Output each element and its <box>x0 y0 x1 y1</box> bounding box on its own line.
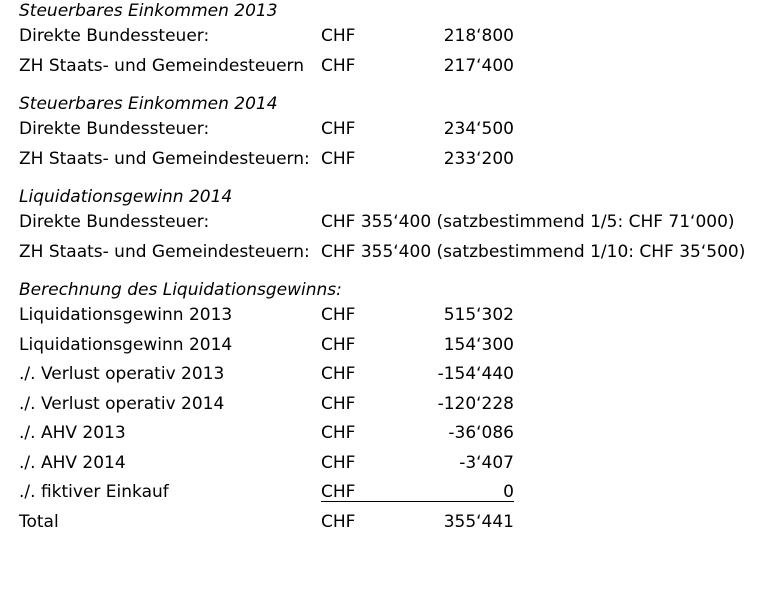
row-federal-tax-2014 <box>19 115 759 145</box>
row-label: ./. fiktiver Einkauf <box>19 482 169 502</box>
row-cantonal-tax-2014 <box>19 145 759 175</box>
row-currency: CHF <box>321 148 356 169</box>
row-amount: 217‘400 <box>443 55 514 76</box>
row-liquidation-cantonal <box>19 238 759 268</box>
row-federal-tax-2013 <box>19 22 759 52</box>
row-amount: 234‘500 <box>443 119 514 139</box>
row-currency: CHF <box>321 452 356 473</box>
row-currency: CHF <box>321 55 356 76</box>
row-currency: CHF <box>321 26 356 46</box>
row-label: Liquidationsgewinn 2014 <box>19 334 233 355</box>
row-currency: CHF <box>321 423 356 443</box>
row-label: ZH Staats- und Gemeindesteuern <box>19 55 305 76</box>
row-label: ZH Staats- und Gemeindesteuern: <box>19 148 310 169</box>
row-amount: 233‘200 <box>443 148 514 169</box>
row-label: ZH Staats- und Gemeindesteuern: <box>19 241 310 262</box>
row-currency: CHF <box>321 393 356 414</box>
row-label: Direkte Bundessteuer: <box>19 119 210 139</box>
row-currency: CHF <box>321 482 356 502</box>
row-label: Liquidationsgewinn 2013 <box>19 305 233 325</box>
subtotal-rule <box>321 501 514 502</box>
tax-document <box>19 0 759 537</box>
row-currency: CHF <box>321 511 356 532</box>
row-currency: CHF <box>321 334 356 355</box>
row-currency: CHF <box>321 305 356 325</box>
calc-row-total <box>19 508 759 538</box>
calc-row <box>19 301 759 331</box>
row-amount: -154‘440 <box>437 364 514 384</box>
heading-calculation: Berechnung des Liquidationsgewinns: <box>19 280 342 300</box>
row-amount: 218‘800 <box>443 26 514 46</box>
row-amount: -120‘228 <box>437 393 514 414</box>
calc-row <box>19 478 759 508</box>
row-amount: 0 <box>503 482 514 502</box>
row-currency: CHF <box>321 364 356 384</box>
row-label: Total <box>19 511 59 532</box>
heading-liquidation-2014: Liquidationsgewinn 2014 <box>19 187 233 207</box>
row-amount: 515‘302 <box>443 305 514 325</box>
row-label: Direkte Bundessteuer: <box>19 26 210 46</box>
row-liquidation-federal <box>19 208 759 238</box>
row-currency: CHF <box>321 119 356 139</box>
heading-income-2013: Steuerbares Einkommen 2013 <box>19 1 278 21</box>
row-label: ./. Verlust operativ 2014 <box>19 393 225 414</box>
row-amount: -36‘086 <box>448 423 514 443</box>
row-label: ./. Verlust operativ 2013 <box>19 364 225 384</box>
section-gap <box>19 267 759 279</box>
calc-row <box>19 419 759 449</box>
row-amount: -3‘407 <box>459 452 514 473</box>
row-amount: 355‘441 <box>443 511 514 532</box>
calc-row <box>19 360 759 390</box>
row-label: Direkte Bundessteuer: <box>19 212 210 232</box>
section-gap <box>19 81 759 93</box>
calc-row <box>19 449 759 479</box>
calc-row <box>19 390 759 420</box>
row-note: CHF 355‘400 (satzbestimmend 1/5: CHF 71‘000) <box>321 212 735 232</box>
row-cantonal-tax-2013 <box>19 52 759 82</box>
row-label: ./. AHV 2013 <box>19 423 126 443</box>
row-label: ./. AHV 2014 <box>19 452 126 473</box>
row-amount: 154‘300 <box>443 334 514 355</box>
section-gap <box>19 174 759 186</box>
row-note: CHF 355‘400 (satzbestimmend 1/10: CHF 35‘500) <box>321 241 746 262</box>
heading-income-2014: Steuerbares Einkommen 2014 <box>19 94 278 114</box>
calc-row <box>19 331 759 361</box>
